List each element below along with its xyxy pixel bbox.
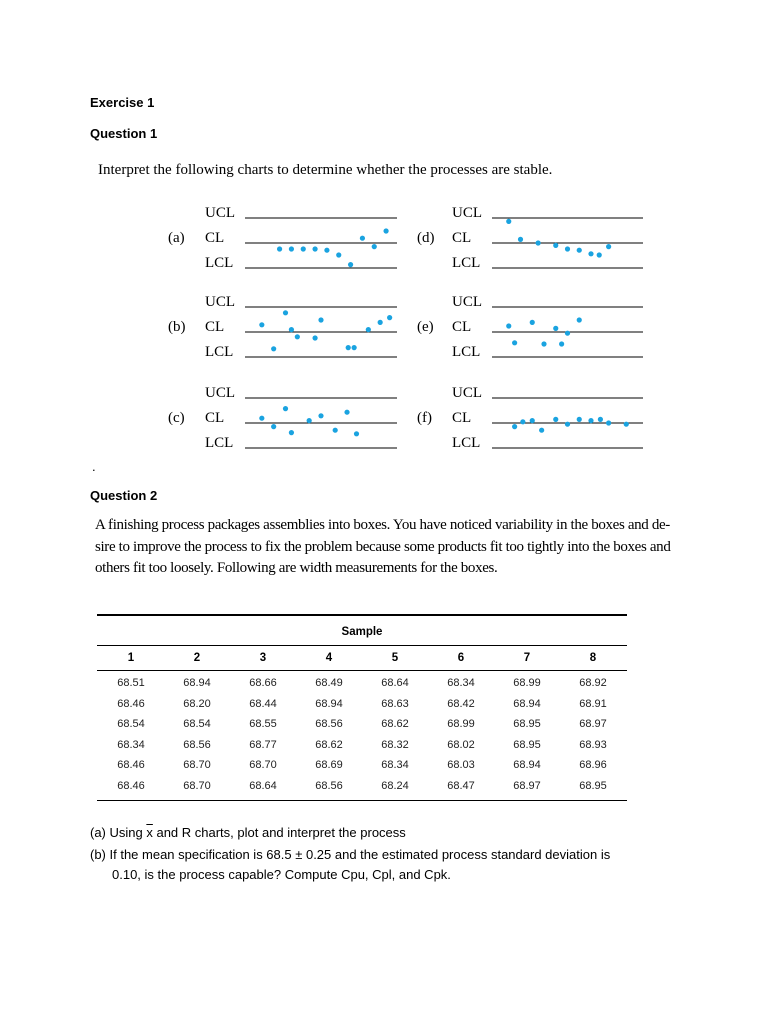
- data-point: [344, 410, 349, 415]
- data-point: [383, 228, 388, 233]
- data-point: [289, 246, 294, 251]
- table-cell: 68.49: [315, 677, 343, 689]
- table-cell: 68.55: [249, 718, 277, 731]
- line-label-cl: CL: [205, 410, 225, 426]
- line-label-ucl: UCL: [452, 205, 482, 221]
- table-cell: 68.56: [183, 738, 211, 751]
- chart-label: (a): [168, 230, 185, 246]
- data-point: [577, 248, 582, 253]
- table-cell: 68.44: [249, 697, 277, 710]
- data-point: [606, 420, 611, 425]
- question-2-text-line: sire to improve the process to fix the problem because some products fit too tightly into the boxes and: [95, 538, 671, 555]
- data-point: [565, 422, 570, 427]
- data-point: [387, 315, 392, 320]
- line-label-lcl: LCL: [452, 344, 481, 360]
- table-cell: 68.70: [183, 780, 211, 792]
- line-label-cl: CL: [452, 319, 472, 335]
- data-point: [346, 345, 351, 350]
- table-cell: 68.99: [447, 718, 475, 731]
- data-point: [506, 323, 511, 328]
- table-cell: 68.62: [381, 718, 409, 731]
- line-label-ucl: UCL: [205, 385, 235, 401]
- chart-label: (d): [417, 230, 435, 246]
- data-point: [312, 335, 317, 340]
- data-point: [553, 243, 558, 248]
- line-label-ucl: UCL: [452, 294, 482, 310]
- data-point: [597, 252, 602, 257]
- data-point: [553, 326, 558, 331]
- table-cell: 68.54: [183, 718, 211, 731]
- data-point: [577, 417, 582, 422]
- table-cell: 68.97: [513, 780, 541, 792]
- question-2-heading: Question 2: [90, 488, 158, 503]
- table-cell: 68.56: [315, 718, 343, 731]
- table-cell: 68.93: [579, 738, 607, 751]
- table-cell: 68.64: [381, 677, 409, 689]
- table-cell: 68.46: [117, 697, 145, 710]
- data-point: [530, 320, 535, 325]
- line-label-cl: CL: [452, 410, 472, 426]
- table-cell: 68.64: [249, 780, 277, 792]
- control-charts-figure: [0, 195, 768, 465]
- table-cell: 68.77: [249, 738, 277, 751]
- x-bar-symbol: $\overline{x}$: [146, 825, 153, 840]
- line-label-lcl: LCL: [205, 344, 234, 360]
- line-label-lcl: LCL: [452, 255, 481, 271]
- data-point: [312, 246, 317, 251]
- table-cell: 68.34: [381, 759, 409, 772]
- chart-label: (b): [168, 319, 186, 335]
- data-point: [283, 310, 288, 315]
- data-point: [541, 341, 546, 346]
- table-caption-rule: [97, 645, 627, 646]
- table-cell: 68.63: [381, 697, 409, 710]
- part-b: [90, 845, 610, 885]
- table-cell: 68.96: [579, 759, 607, 772]
- data-point: [372, 244, 377, 249]
- table-cell: 68.42: [447, 697, 475, 710]
- table-caption: Sample: [341, 626, 383, 638]
- table-cell: 68.54: [117, 718, 145, 731]
- part-a: [90, 823, 406, 843]
- table-cell: 68.32: [381, 738, 409, 751]
- table-cell: 68.46: [117, 759, 145, 772]
- data-point: [553, 417, 558, 422]
- data-point: [277, 246, 282, 251]
- table-cell: 68.51: [117, 677, 145, 689]
- table-cell: 68.92: [579, 677, 607, 689]
- data-point: [271, 346, 276, 351]
- data-point: [259, 416, 264, 421]
- table-header-cell: 4: [325, 652, 333, 664]
- part-a-prefix: (a) Using: [90, 825, 147, 840]
- table-header-cell: 8: [589, 652, 597, 664]
- data-point: [530, 418, 535, 423]
- question-2-text-line: others fit too loosely. Following are width measurements for the boxes.: [95, 560, 498, 576]
- data-point: [588, 251, 593, 256]
- data-point: [565, 331, 570, 336]
- part-b-line-2: 0.10, is the process capable? Compute Cpu, Cpl, and Cpk.: [112, 867, 451, 882]
- table-header-cell: 6: [457, 652, 465, 664]
- data-point: [518, 237, 523, 242]
- table-header-cell: 3: [259, 652, 267, 664]
- data-point: [598, 417, 603, 422]
- table-header-cell: 7: [523, 652, 531, 664]
- table-cell: 68.62: [315, 738, 343, 751]
- data-point: [588, 418, 593, 423]
- table-cell: 68.94: [513, 697, 541, 710]
- data-point: [289, 430, 294, 435]
- data-point: [307, 418, 312, 423]
- data-point: [271, 424, 276, 429]
- question-1-instruction: Interpret the following charts to determine whether the processes are stable.: [98, 162, 553, 178]
- table-cell: 68.94: [513, 759, 541, 772]
- question-2-text: [95, 515, 675, 580]
- question-2-text-line: A finishing process packages assemblies into boxes. You have noticed variability in the boxes and de-: [95, 517, 670, 533]
- table-cell: 68.34: [447, 677, 475, 689]
- data-point: [512, 424, 517, 429]
- data-point: [360, 236, 365, 241]
- exercise-title: Exercise 1: [90, 95, 155, 110]
- table-cell: 68.69: [315, 759, 343, 772]
- table-cell: 68.94: [315, 697, 343, 710]
- data-point: [318, 413, 323, 418]
- data-point: [333, 428, 338, 433]
- data-point: [295, 334, 300, 339]
- data-point: [536, 240, 541, 245]
- table-top-rule: [97, 614, 627, 616]
- table-cell: 68.99: [513, 677, 541, 689]
- part-b-line-1: (b) If the mean specification is 68.5 ± 0.25 and the estimated process standard deviation is: [90, 847, 611, 862]
- data-point: [324, 248, 329, 253]
- table-header-cell: 2: [193, 652, 201, 664]
- table-cell: 68.20: [183, 697, 211, 710]
- table-cell: 68.46: [117, 780, 145, 792]
- data-point: [624, 422, 629, 427]
- table-header-cell: 5: [391, 652, 399, 664]
- table-bottom-rule: [97, 800, 627, 801]
- data-point: [289, 327, 294, 332]
- table-cell: 68.34: [117, 738, 145, 751]
- table-cell: 68.94: [183, 677, 211, 689]
- data-point: [506, 219, 511, 224]
- table-header-cell: 1: [127, 652, 135, 664]
- line-label-cl: CL: [205, 319, 225, 335]
- line-label-lcl: LCL: [452, 435, 481, 451]
- table-cell: 68.24: [381, 780, 409, 792]
- line-label-ucl: UCL: [205, 294, 235, 310]
- table-cell: 68.47: [447, 780, 475, 792]
- data-point: [378, 320, 383, 325]
- table-cell: 68.02: [447, 738, 475, 751]
- chart-label: (c): [168, 410, 185, 426]
- chart-label: (e): [417, 319, 434, 335]
- table-cell: 68.97: [579, 718, 607, 731]
- data-point: [565, 246, 570, 251]
- line-label-cl: CL: [452, 230, 472, 246]
- table-cell: 68.70: [183, 759, 211, 772]
- data-point: [352, 345, 357, 350]
- table-cell: 68.03: [447, 759, 475, 772]
- data-point: [259, 322, 264, 327]
- data-point: [348, 262, 353, 267]
- table-cell: 68.95: [579, 780, 607, 792]
- data-point: [336, 252, 341, 257]
- table-cell: 68.91: [579, 697, 607, 710]
- data-point: [366, 327, 371, 332]
- line-label-ucl: UCL: [205, 205, 235, 221]
- line-label-lcl: LCL: [205, 435, 234, 451]
- data-point: [283, 406, 288, 411]
- data-point: [559, 341, 564, 346]
- part-a-suffix: and R charts, plot and interpret the process: [152, 825, 406, 840]
- question-1-heading: Question 1: [90, 126, 158, 141]
- line-label-ucl: UCL: [452, 385, 482, 401]
- data-point: [577, 317, 582, 322]
- data-point: [539, 428, 544, 433]
- table-cell: 68.56: [315, 780, 343, 792]
- data-point: [318, 317, 323, 322]
- data-point: [301, 246, 306, 251]
- stray-mark: .: [92, 459, 96, 474]
- chart-label: (f): [417, 410, 432, 426]
- table-cell: 68.66: [249, 677, 277, 689]
- table-cell: 68.95: [513, 718, 541, 731]
- table-header-rule: [97, 670, 627, 671]
- table-cell: 68.95: [513, 738, 541, 751]
- table-cell: 68.70: [249, 759, 277, 772]
- line-label-cl: CL: [205, 230, 225, 246]
- data-point: [354, 431, 359, 436]
- data-point: [512, 340, 517, 345]
- data-point: [606, 244, 611, 249]
- data-point: [520, 419, 525, 424]
- line-label-lcl: LCL: [205, 255, 234, 271]
